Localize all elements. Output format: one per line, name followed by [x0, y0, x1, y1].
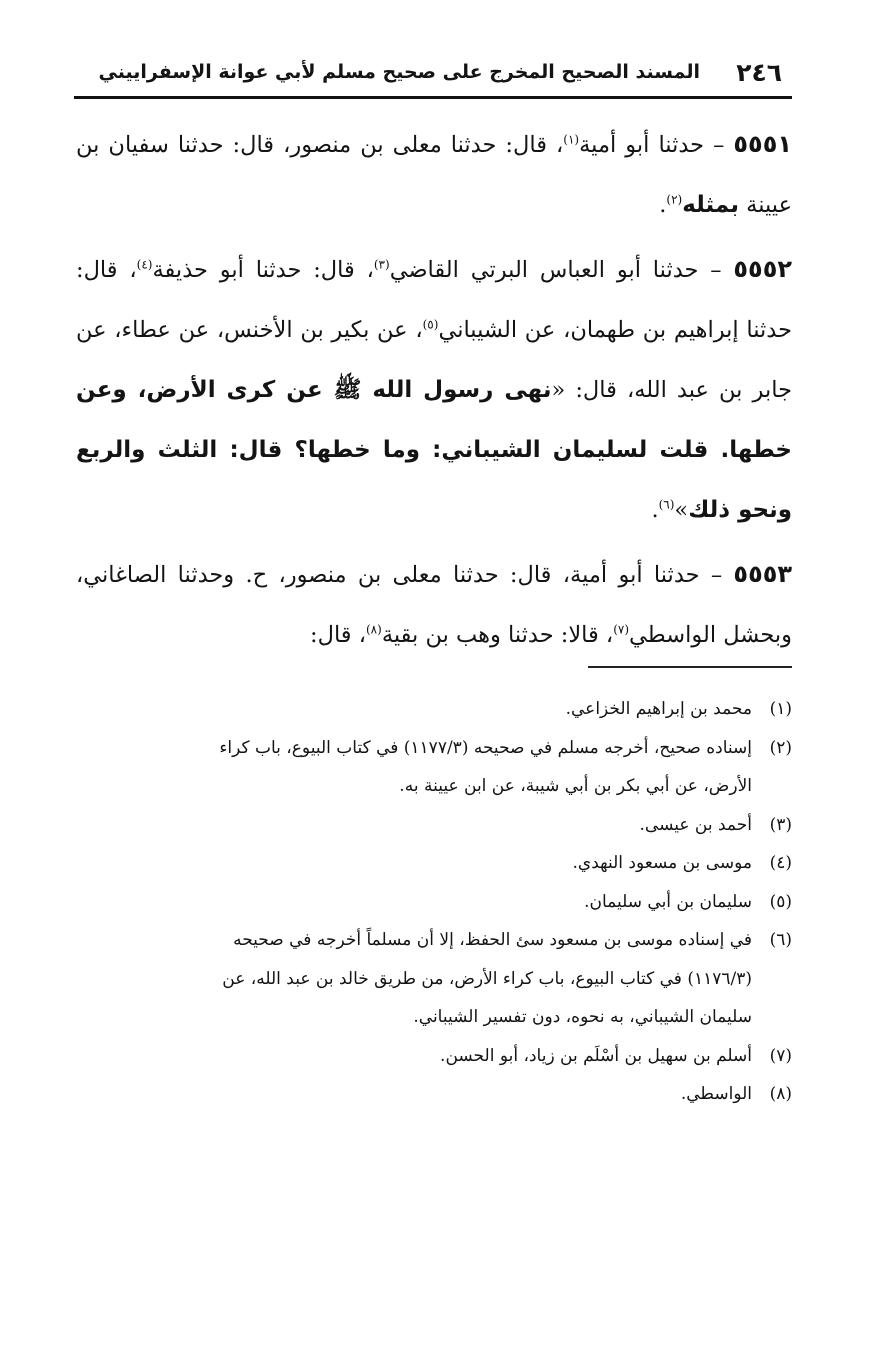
footnote-6-cont — [80, 998, 792, 1037]
footnote-1 — [80, 690, 792, 729]
hadith-number: ٥٥٥١ — [733, 130, 792, 158]
footnote-text: (١١٧٦/٣) في كتاب البيوع، باب كراء الأرض، من طريق خالد بن عبد الله، عن — [222, 968, 752, 989]
footnote-marker: (٢) — [769, 737, 792, 758]
footnote-text: أحمد بن عيسى. — [639, 814, 752, 835]
footnote-ref: (٥) — [422, 317, 439, 332]
footnote-5 — [80, 883, 792, 922]
footnote-text: الواسطي. — [680, 1084, 752, 1104]
footnote-marker: (٧) — [769, 1045, 792, 1066]
hadith-text: حدثنا أبو أمية — [579, 132, 705, 158]
footnote-6 — [80, 921, 792, 960]
footnote-text: موسى بن مسعود النهدي. — [572, 853, 752, 873]
footnote-ref: (٣) — [373, 257, 390, 272]
footnote-text: سليمان بن أبي سليمان. — [584, 891, 752, 912]
footnote-4 — [80, 844, 792, 883]
hadith-text: حدثنا أبو أمية، قال: حدثنا معلى بن منصور، ح. وحدثنا الصاغاني، وبحشل الواسطي — [76, 562, 792, 648]
footnote-marker: (١) — [769, 699, 792, 719]
hadith-5552 — [76, 239, 792, 540]
footnote-text: أسلم بن سهيل بن أسْلَم بن زياد، أبو الحسن. — [440, 1045, 752, 1066]
footnote-3 — [80, 806, 792, 845]
footnote-marker: (٣) — [769, 814, 792, 835]
footnote-marker: (٨) — [769, 1084, 792, 1104]
footnote-marker: (٤) — [769, 853, 792, 873]
dash: – — [713, 132, 725, 158]
footnote-marker: (٥) — [769, 891, 792, 912]
footnote-ref: (٢) — [666, 192, 683, 207]
page-number: ٢٤٦ — [736, 58, 782, 87]
footnote-7 — [80, 1037, 792, 1076]
hadith-text: ، قال: حدثنا معلى بن منصور، قال: حدثنا سفيان بن عيينة — [76, 132, 792, 218]
header-rule — [74, 96, 792, 99]
footnote-2 — [80, 729, 792, 768]
period: . — [659, 192, 667, 218]
main-text — [76, 114, 792, 669]
footnote-ref: (٤) — [136, 257, 153, 272]
bold-text: بمثله — [682, 192, 739, 218]
footnote-text: إسناده صحيح، أخرجه مسلم في صحيحه (١١٧٧/٣) في كتاب البيوع، باب كراء — [219, 737, 752, 758]
book-title: المسند الصحيح المخرج على صحيح مسلم لأبي عوانة الإسفراييني — [98, 61, 700, 83]
footnote-2-cont — [80, 767, 792, 806]
hadith-text: ، قال: — [310, 622, 366, 648]
footnote-marker: (٦) — [769, 930, 792, 950]
footnote-ref: (٦) — [658, 497, 675, 512]
hadith-text: ، قالا: حدثنا وهب بن بقية — [381, 622, 614, 648]
footnote-text: محمد بن إبراهيم الخزاعي. — [565, 699, 752, 719]
footnote-text: في إسناده موسى بن مسعود سئ الحفظ، إلا أن مسلماً أخرجه في صحيحه — [233, 930, 752, 950]
hadith-text: ، قال: حدثنا أبو حذيفة — [152, 257, 374, 283]
dash: – — [710, 562, 723, 588]
running-header — [78, 58, 790, 96]
hadith-5551 — [76, 114, 792, 235]
footnote-ref: (١) — [563, 132, 580, 147]
hadith-number: ٥٥٥٣ — [733, 560, 793, 588]
hadith-5553 — [76, 544, 792, 665]
hadith-text: ، عن بكير بن الأخنس، عن عطاء، عن جابر بن عبد الله، قال: « — [76, 317, 792, 403]
footnote-6-cont — [80, 960, 792, 999]
footnote-text: الأرض، عن أبي بكر بن أبي شيبة، عن ابن عيينة به. — [399, 776, 752, 796]
footnote-ref: (٨) — [365, 622, 382, 637]
footnote-8 — [80, 1075, 792, 1114]
quote-close: » — [674, 497, 689, 523]
footnote-separator — [588, 666, 792, 668]
bold-text: نهى رسول الله ﷺ عن كرى الأرض، وعن خطها. قلت لسليمان الشيباني: وما خطها؟ قال: الثلث والربع ونحو ذلك — [76, 377, 792, 523]
dash: – — [710, 257, 722, 283]
hadith-text: ، قال: حدثنا إبراهيم بن طهمان، عن الشيباني — [76, 257, 793, 343]
hadith-number: ٥٥٥٢ — [733, 255, 792, 283]
hadith-text: حدثنا أبو العباس البرتي القاضي — [389, 257, 699, 283]
footnotes — [80, 690, 792, 1114]
footnote-ref: (٧) — [613, 622, 630, 637]
footnote-text: سليمان الشيباني، به نحوه، دون تفسير الشيباني. — [413, 1007, 752, 1027]
period: . — [651, 497, 659, 523]
